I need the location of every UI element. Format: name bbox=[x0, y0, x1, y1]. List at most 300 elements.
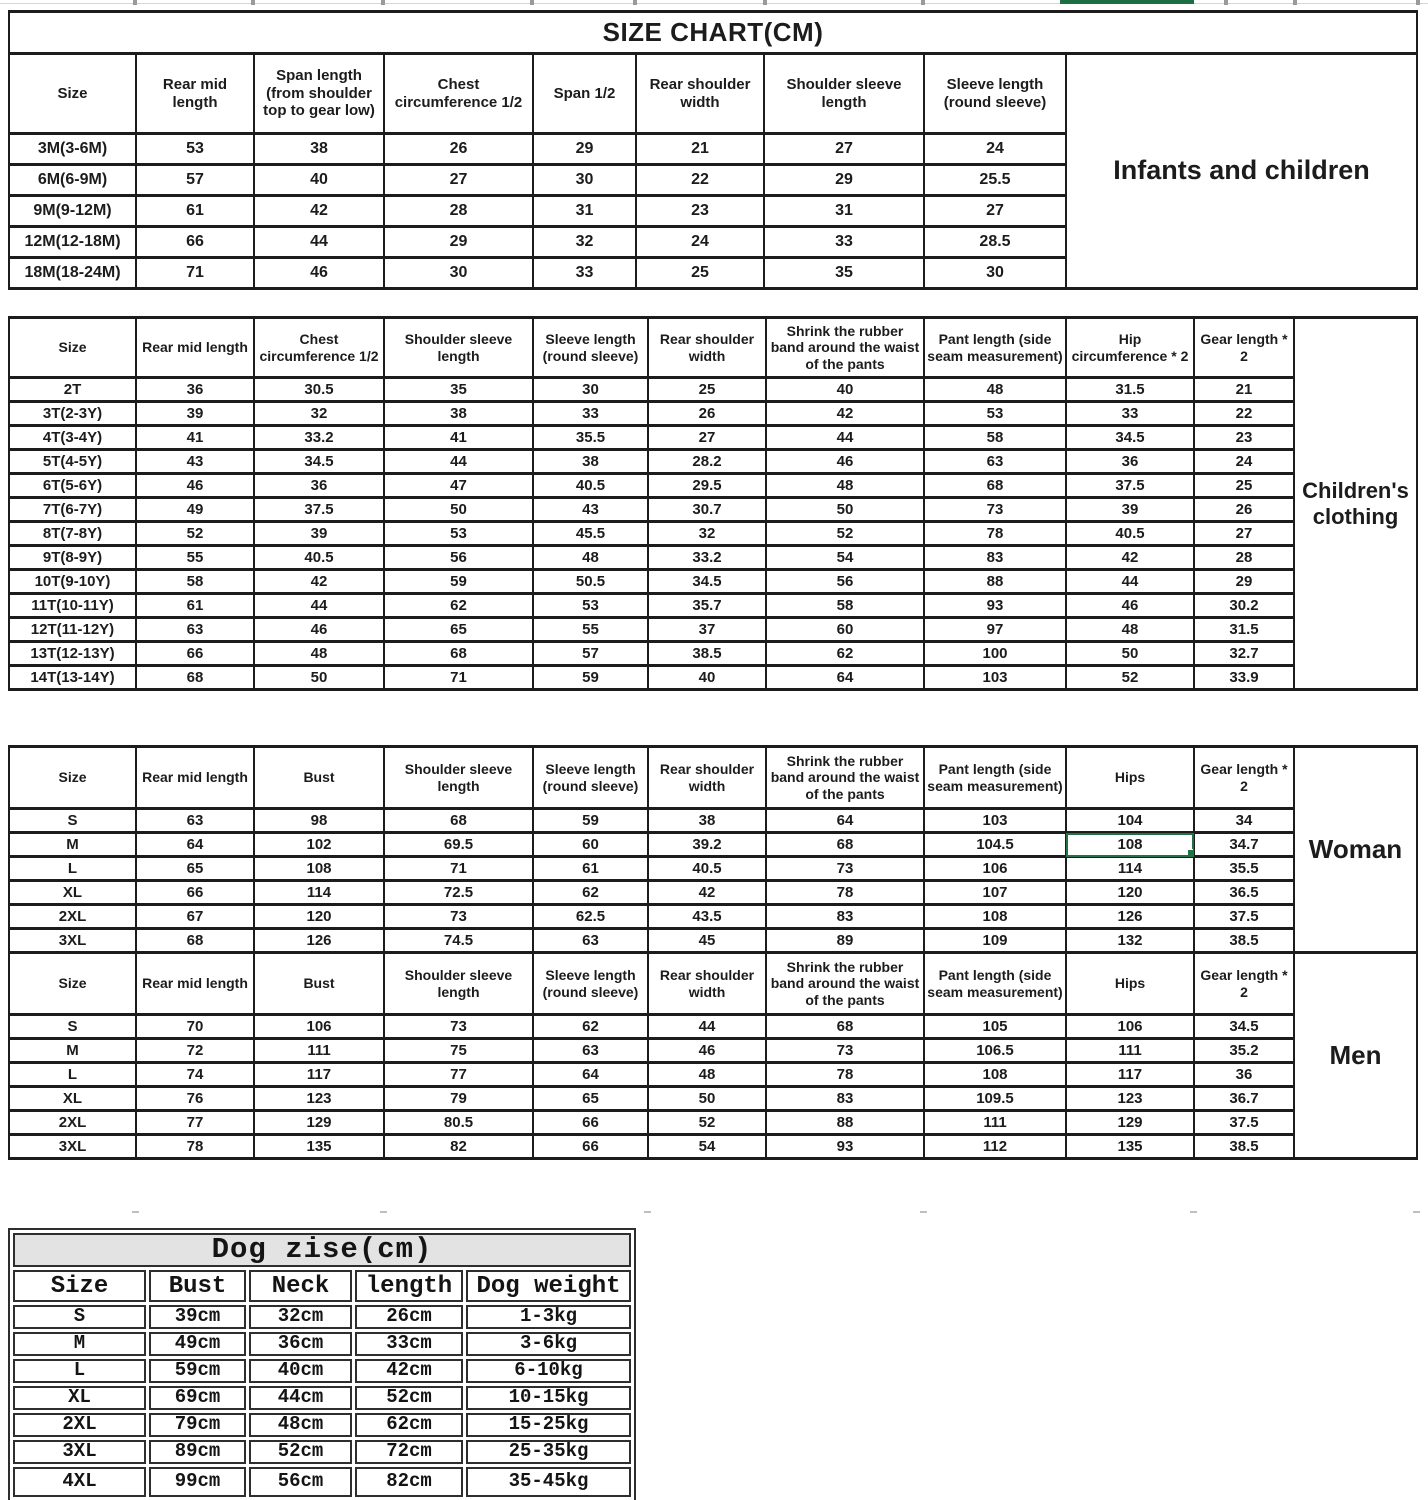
data-cell: 38 bbox=[384, 402, 533, 426]
data-cell: 24 bbox=[1194, 450, 1294, 474]
data-cell: 45 bbox=[648, 929, 766, 953]
data-cell: 25 bbox=[648, 378, 766, 402]
data-cell: 30 bbox=[924, 258, 1066, 289]
section-label: Men bbox=[1294, 953, 1417, 1159]
data-cell: 70 bbox=[136, 1015, 254, 1039]
data-cell: 78 bbox=[766, 881, 924, 905]
data-cell: 120 bbox=[1066, 881, 1194, 905]
data-cell: 46 bbox=[254, 618, 384, 642]
data-cell: 37.5 bbox=[1194, 905, 1294, 929]
data-cell: 61 bbox=[136, 594, 254, 618]
data-cell: 50 bbox=[1066, 642, 1194, 666]
data-cell: 36 bbox=[1194, 1063, 1294, 1087]
data-cell: 114 bbox=[254, 881, 384, 905]
data-cell: 48 bbox=[533, 546, 648, 570]
data-cell: 66 bbox=[136, 227, 254, 258]
data-cell: 76 bbox=[136, 1087, 254, 1111]
size-cell: XL bbox=[9, 881, 136, 905]
data-cell: 35.7 bbox=[648, 594, 766, 618]
data-cell: 88 bbox=[766, 1111, 924, 1135]
size-cell: S bbox=[9, 809, 136, 833]
data-cell: 39 bbox=[136, 402, 254, 426]
column-header: Shrink the rubber band around the waist of the pants bbox=[766, 747, 924, 809]
data-cell: 44cm bbox=[249, 1386, 352, 1410]
data-cell: 62cm bbox=[355, 1413, 463, 1437]
size-cell: 10T(9-10Y) bbox=[9, 570, 136, 594]
section-label: Children's clothing bbox=[1294, 318, 1417, 690]
column-header: Rear shoulder width bbox=[648, 747, 766, 809]
data-cell: 28 bbox=[1194, 546, 1294, 570]
size-cell: 9M(9-12M) bbox=[9, 196, 136, 227]
data-cell: 58 bbox=[766, 594, 924, 618]
data-cell: 27 bbox=[648, 426, 766, 450]
size-cell: L bbox=[9, 857, 136, 881]
data-cell: 111 bbox=[1066, 1039, 1194, 1063]
size-cell: 2XL bbox=[9, 905, 136, 929]
column-header: Shrink the rubber band around the waist of the pants bbox=[766, 953, 924, 1015]
data-cell: 52 bbox=[1066, 666, 1194, 690]
data-cell: 120 bbox=[254, 905, 384, 929]
column-header: Pant length (side seam measurement) bbox=[924, 318, 1066, 378]
data-cell: 66 bbox=[533, 1111, 648, 1135]
data-cell: 61 bbox=[136, 196, 254, 227]
data-cell: 28 bbox=[384, 196, 533, 227]
data-cell: 56 bbox=[384, 546, 533, 570]
data-cell: 53 bbox=[533, 594, 648, 618]
data-cell: 36.5 bbox=[1194, 881, 1294, 905]
data-cell: 27 bbox=[764, 134, 924, 165]
data-cell: 33cm bbox=[355, 1332, 463, 1356]
data-cell: 89 bbox=[766, 929, 924, 953]
data-cell: 74.5 bbox=[384, 929, 533, 953]
data-cell: 44 bbox=[648, 1015, 766, 1039]
size-cell: M bbox=[13, 1332, 146, 1356]
data-cell: 63 bbox=[533, 929, 648, 953]
column-header: Pant length (side seam measurement) bbox=[924, 747, 1066, 809]
column-header: Size bbox=[13, 1270, 146, 1302]
data-cell: 50 bbox=[254, 666, 384, 690]
size-cell: XL bbox=[9, 1087, 136, 1111]
data-cell: 75 bbox=[384, 1039, 533, 1063]
data-cell: 39 bbox=[254, 522, 384, 546]
data-cell: 33 bbox=[533, 258, 636, 289]
data-cell: 68 bbox=[924, 474, 1066, 498]
data-cell: 25 bbox=[636, 258, 764, 289]
size-cell: S bbox=[13, 1305, 146, 1329]
data-cell: 50.5 bbox=[533, 570, 648, 594]
data-cell: 83 bbox=[766, 1087, 924, 1111]
column-header: Size bbox=[9, 953, 136, 1015]
column-header: Dog weight bbox=[466, 1270, 631, 1302]
data-cell: 26cm bbox=[355, 1305, 463, 1329]
data-cell: 73 bbox=[384, 1015, 533, 1039]
spreadsheet-gridline bbox=[0, 3, 1428, 4]
column-header: Span length (from shoulder top to gear low) bbox=[254, 54, 384, 134]
data-cell: 52 bbox=[136, 522, 254, 546]
data-cell: 135 bbox=[1066, 1135, 1194, 1159]
data-cell: 83 bbox=[766, 905, 924, 929]
data-cell: 34.5 bbox=[1194, 1015, 1294, 1039]
data-cell: 66 bbox=[136, 642, 254, 666]
data-cell: 109 bbox=[924, 929, 1066, 953]
data-cell: 68 bbox=[384, 809, 533, 833]
data-cell: 27 bbox=[384, 165, 533, 196]
column-header: Chest circumference 1/2 bbox=[254, 318, 384, 378]
data-cell: 15-25kg bbox=[466, 1413, 631, 1437]
data-cell: 126 bbox=[1066, 905, 1194, 929]
data-cell: 64 bbox=[533, 1063, 648, 1087]
data-cell: 82 bbox=[384, 1135, 533, 1159]
data-cell: 44 bbox=[766, 426, 924, 450]
data-cell: 29 bbox=[384, 227, 533, 258]
data-cell: 69.5 bbox=[384, 833, 533, 857]
data-cell: 37.5 bbox=[1066, 474, 1194, 498]
data-cell: 73 bbox=[766, 1039, 924, 1063]
size-cell: 14T(13-14Y) bbox=[9, 666, 136, 690]
data-cell: 63 bbox=[533, 1039, 648, 1063]
data-cell: 32 bbox=[533, 227, 636, 258]
data-cell: 59 bbox=[384, 570, 533, 594]
column-header: Sleeve length (round sleeve) bbox=[924, 54, 1066, 134]
data-cell: 93 bbox=[924, 594, 1066, 618]
data-cell: 68 bbox=[136, 929, 254, 953]
data-cell: 42 bbox=[648, 881, 766, 905]
data-cell: 50 bbox=[648, 1087, 766, 1111]
size-cell: XL bbox=[13, 1386, 146, 1410]
data-cell: 47 bbox=[384, 474, 533, 498]
data-cell: 56cm bbox=[249, 1467, 352, 1497]
data-cell: 28.5 bbox=[924, 227, 1066, 258]
section-label: Woman bbox=[1294, 747, 1417, 953]
data-cell: 88 bbox=[924, 570, 1066, 594]
data-cell: 30.2 bbox=[1194, 594, 1294, 618]
data-cell: 37 bbox=[648, 618, 766, 642]
size-cell: 6M(6-9M) bbox=[9, 165, 136, 196]
column-header: Sleeve length (round sleeve) bbox=[533, 953, 648, 1015]
data-cell: 3-6kg bbox=[466, 1332, 631, 1356]
data-cell: 68 bbox=[766, 1015, 924, 1039]
data-cell: 63 bbox=[136, 809, 254, 833]
data-cell: 36 bbox=[254, 474, 384, 498]
data-cell: 98 bbox=[254, 809, 384, 833]
data-cell: 79 bbox=[384, 1087, 533, 1111]
data-cell: 123 bbox=[1066, 1087, 1194, 1111]
column-header: Gear length * 2 bbox=[1194, 318, 1294, 378]
data-cell: 41 bbox=[384, 426, 533, 450]
data-cell: 45.5 bbox=[533, 522, 648, 546]
column-header: Gear length * 2 bbox=[1194, 747, 1294, 809]
data-cell: 102 bbox=[254, 833, 384, 857]
data-cell: 68 bbox=[136, 666, 254, 690]
data-cell: 43 bbox=[533, 498, 648, 522]
column-header: Pant length (side seam measurement) bbox=[924, 953, 1066, 1015]
data-cell: 48 bbox=[254, 642, 384, 666]
data-cell: 22 bbox=[636, 165, 764, 196]
data-cell: 64 bbox=[766, 666, 924, 690]
section-label: Infants and children bbox=[1066, 54, 1417, 289]
size-cell: 9T(8-9Y) bbox=[9, 546, 136, 570]
data-cell: 72cm bbox=[355, 1440, 463, 1464]
data-cell: 59 bbox=[533, 809, 648, 833]
data-cell: 49cm bbox=[149, 1332, 246, 1356]
data-cell: 36 bbox=[136, 378, 254, 402]
data-cell: 46 bbox=[254, 258, 384, 289]
size-cell: L bbox=[13, 1359, 146, 1383]
data-cell: 34 bbox=[1194, 809, 1294, 833]
data-cell: 40 bbox=[766, 378, 924, 402]
data-cell: 66 bbox=[533, 1135, 648, 1159]
size-cell: M bbox=[9, 1039, 136, 1063]
column-header: Shoulder sleeve length bbox=[384, 318, 533, 378]
data-cell: 60 bbox=[766, 618, 924, 642]
size-cell: 11T(10-11Y) bbox=[9, 594, 136, 618]
data-cell: 27 bbox=[1194, 522, 1294, 546]
data-cell: 114 bbox=[1066, 857, 1194, 881]
data-cell: 78 bbox=[766, 1063, 924, 1087]
data-cell: 72 bbox=[136, 1039, 254, 1063]
data-cell: 36 bbox=[1066, 450, 1194, 474]
size-cell: M bbox=[9, 833, 136, 857]
data-cell: 46 bbox=[136, 474, 254, 498]
men-size-table bbox=[8, 951, 1418, 1160]
data-cell: 25 bbox=[1194, 474, 1294, 498]
column-header: Size bbox=[9, 318, 136, 378]
data-cell: 31 bbox=[764, 196, 924, 227]
data-cell: 25-35kg bbox=[466, 1440, 631, 1464]
data-cell: 112 bbox=[924, 1135, 1066, 1159]
column-header: Neck bbox=[249, 1270, 352, 1302]
data-cell: 67 bbox=[136, 905, 254, 929]
data-cell: 65 bbox=[136, 857, 254, 881]
data-cell: 104.5 bbox=[924, 833, 1066, 857]
size-cell: 3M(3-6M) bbox=[9, 134, 136, 165]
data-cell: 40cm bbox=[249, 1359, 352, 1383]
data-cell: 46 bbox=[648, 1039, 766, 1063]
data-cell: 104 bbox=[1066, 809, 1194, 833]
data-cell: 36cm bbox=[249, 1332, 352, 1356]
data-cell: 30 bbox=[533, 165, 636, 196]
data-cell: 74 bbox=[136, 1063, 254, 1087]
data-cell: 25.5 bbox=[924, 165, 1066, 196]
data-cell: 32 bbox=[648, 522, 766, 546]
data-cell: 36.7 bbox=[1194, 1087, 1294, 1111]
data-cell: 33.2 bbox=[254, 426, 384, 450]
data-cell: 32 bbox=[254, 402, 384, 426]
data-cell: 33 bbox=[1066, 402, 1194, 426]
data-cell: 40.5 bbox=[648, 857, 766, 881]
selected-cell[interactable]: 108 bbox=[1066, 833, 1194, 857]
data-cell: 24 bbox=[636, 227, 764, 258]
data-cell: 108 bbox=[924, 1063, 1066, 1087]
data-cell: 108 bbox=[254, 857, 384, 881]
size-cell: 3XL bbox=[9, 1135, 136, 1159]
data-cell: 59 bbox=[533, 666, 648, 690]
data-cell: 111 bbox=[924, 1111, 1066, 1135]
data-cell: 129 bbox=[254, 1111, 384, 1135]
size-cell: L bbox=[9, 1063, 136, 1087]
size-cell: 3XL bbox=[9, 929, 136, 953]
data-cell: 53 bbox=[384, 522, 533, 546]
column-header: Rear mid length bbox=[136, 54, 254, 134]
data-cell: 38.5 bbox=[1194, 929, 1294, 953]
data-cell: 30 bbox=[384, 258, 533, 289]
data-cell: 106 bbox=[1066, 1015, 1194, 1039]
column-header: Rear mid length bbox=[136, 747, 254, 809]
data-cell: 39 bbox=[1066, 498, 1194, 522]
data-cell: 56 bbox=[766, 570, 924, 594]
data-cell: 40 bbox=[648, 666, 766, 690]
data-cell: 42 bbox=[766, 402, 924, 426]
data-cell: 106.5 bbox=[924, 1039, 1066, 1063]
data-cell: 21 bbox=[1194, 378, 1294, 402]
data-cell: 26 bbox=[384, 134, 533, 165]
data-cell: 48 bbox=[1066, 618, 1194, 642]
data-cell: 38.5 bbox=[1194, 1135, 1294, 1159]
data-cell: 34.5 bbox=[1066, 426, 1194, 450]
data-cell: 44 bbox=[384, 450, 533, 474]
dog_table-title: Dog zise(cm) bbox=[13, 1233, 631, 1267]
data-cell: 23 bbox=[1194, 426, 1294, 450]
column-header: Rear mid length bbox=[136, 318, 254, 378]
data-cell: 106 bbox=[254, 1015, 384, 1039]
data-cell: 24 bbox=[924, 134, 1066, 165]
size-cell: 18M(18-24M) bbox=[9, 258, 136, 289]
data-cell: 31 bbox=[533, 196, 636, 227]
data-cell: 27 bbox=[924, 196, 1066, 227]
column-header: Size bbox=[9, 747, 136, 809]
data-cell: 68 bbox=[384, 642, 533, 666]
data-cell: 117 bbox=[254, 1063, 384, 1087]
data-cell: 46 bbox=[766, 450, 924, 474]
data-cell: 42 bbox=[254, 196, 384, 227]
column-header: Size bbox=[9, 54, 136, 134]
infants-children-size-table bbox=[8, 10, 1418, 290]
data-cell: 31.5 bbox=[1066, 378, 1194, 402]
data-cell: 38.5 bbox=[648, 642, 766, 666]
data-cell: 103 bbox=[924, 666, 1066, 690]
data-cell: 106 bbox=[924, 857, 1066, 881]
size-cell: 12T(11-12Y) bbox=[9, 618, 136, 642]
data-cell: 78 bbox=[924, 522, 1066, 546]
data-cell: 93 bbox=[766, 1135, 924, 1159]
data-cell: 63 bbox=[924, 450, 1066, 474]
data-cell: 62 bbox=[533, 1015, 648, 1039]
data-cell: 40.5 bbox=[533, 474, 648, 498]
data-cell: 54 bbox=[648, 1135, 766, 1159]
data-cell: 62 bbox=[533, 881, 648, 905]
data-cell: 32.7 bbox=[1194, 642, 1294, 666]
data-cell: 66 bbox=[136, 881, 254, 905]
data-cell: 38 bbox=[533, 450, 648, 474]
column-header: Shoulder sleeve length bbox=[384, 953, 533, 1015]
data-cell: 111 bbox=[254, 1039, 384, 1063]
data-cell: 89cm bbox=[149, 1440, 246, 1464]
data-cell: 29 bbox=[1194, 570, 1294, 594]
column-header: Chest circumference 1/2 bbox=[384, 54, 533, 134]
data-cell: 135 bbox=[254, 1135, 384, 1159]
data-cell: 100 bbox=[924, 642, 1066, 666]
data-cell: 30.5 bbox=[254, 378, 384, 402]
data-cell: 103 bbox=[924, 809, 1066, 833]
size-cell: 4XL bbox=[13, 1467, 146, 1497]
data-cell: 73 bbox=[924, 498, 1066, 522]
size-cell: 12M(12-18M) bbox=[9, 227, 136, 258]
data-cell: 6-10kg bbox=[466, 1359, 631, 1383]
data-cell: 64 bbox=[136, 833, 254, 857]
data-cell: 31.5 bbox=[1194, 618, 1294, 642]
data-cell: 42 bbox=[1066, 546, 1194, 570]
data-cell: 34.5 bbox=[648, 570, 766, 594]
women-size-table bbox=[8, 745, 1418, 954]
data-cell: 77 bbox=[136, 1111, 254, 1135]
data-cell: 126 bbox=[254, 929, 384, 953]
data-cell: 46 bbox=[1066, 594, 1194, 618]
data-cell: 38 bbox=[254, 134, 384, 165]
column-header: Rear shoulder width bbox=[648, 953, 766, 1015]
data-cell: 57 bbox=[136, 165, 254, 196]
data-cell: 53 bbox=[924, 402, 1066, 426]
column-header: Rear shoulder width bbox=[636, 54, 764, 134]
data-cell: 58 bbox=[136, 570, 254, 594]
size-cell: 2XL bbox=[9, 1111, 136, 1135]
data-cell: 99cm bbox=[149, 1467, 246, 1497]
data-cell: 48 bbox=[766, 474, 924, 498]
data-cell: 62.5 bbox=[533, 905, 648, 929]
dog-size-table bbox=[8, 1228, 636, 1500]
data-cell: 65 bbox=[533, 1087, 648, 1111]
data-cell: 77 bbox=[384, 1063, 533, 1087]
data-cell: 35.5 bbox=[533, 426, 648, 450]
data-cell: 23 bbox=[636, 196, 764, 227]
column-header: Shoulder sleeve length bbox=[384, 747, 533, 809]
data-cell: 44 bbox=[254, 594, 384, 618]
data-cell: 54 bbox=[766, 546, 924, 570]
data-cell: 64 bbox=[766, 809, 924, 833]
data-cell: 82cm bbox=[355, 1467, 463, 1497]
data-cell: 55 bbox=[136, 546, 254, 570]
data-cell: 48 bbox=[648, 1063, 766, 1087]
childrens-clothing-size-table bbox=[8, 316, 1418, 691]
column-header: Hips bbox=[1066, 953, 1194, 1015]
size-cell: 13T(12-13Y) bbox=[9, 642, 136, 666]
column-header: Bust bbox=[254, 747, 384, 809]
data-cell: 117 bbox=[1066, 1063, 1194, 1087]
data-cell: 73 bbox=[384, 905, 533, 929]
data-cell: 29 bbox=[764, 165, 924, 196]
size-cell: 7T(6-7Y) bbox=[9, 498, 136, 522]
data-cell: 62 bbox=[384, 594, 533, 618]
size-cell: 3T(2-3Y) bbox=[9, 402, 136, 426]
data-cell: 97 bbox=[924, 618, 1066, 642]
data-cell: 52cm bbox=[355, 1386, 463, 1410]
column-header: Bust bbox=[254, 953, 384, 1015]
spreadsheet-selection-edge bbox=[1060, 0, 1194, 4]
data-cell: 35-45kg bbox=[466, 1467, 631, 1497]
data-cell: 35.2 bbox=[1194, 1039, 1294, 1063]
column-header: Hip circumference * 2 bbox=[1066, 318, 1194, 378]
column-header: Sleeve length (round sleeve) bbox=[533, 318, 648, 378]
data-cell: 30 bbox=[533, 378, 648, 402]
column-header: Hips bbox=[1066, 747, 1194, 809]
column-header: Sleeve length (round sleeve) bbox=[533, 747, 648, 809]
data-cell: 83 bbox=[924, 546, 1066, 570]
data-cell: 52 bbox=[766, 522, 924, 546]
size-cell: 2XL bbox=[13, 1413, 146, 1437]
infants_table-title: SIZE CHART(CM) bbox=[9, 12, 1417, 54]
data-cell: 68 bbox=[766, 833, 924, 857]
size-cell: 5T(4-5Y) bbox=[9, 450, 136, 474]
data-cell: 42cm bbox=[355, 1359, 463, 1383]
